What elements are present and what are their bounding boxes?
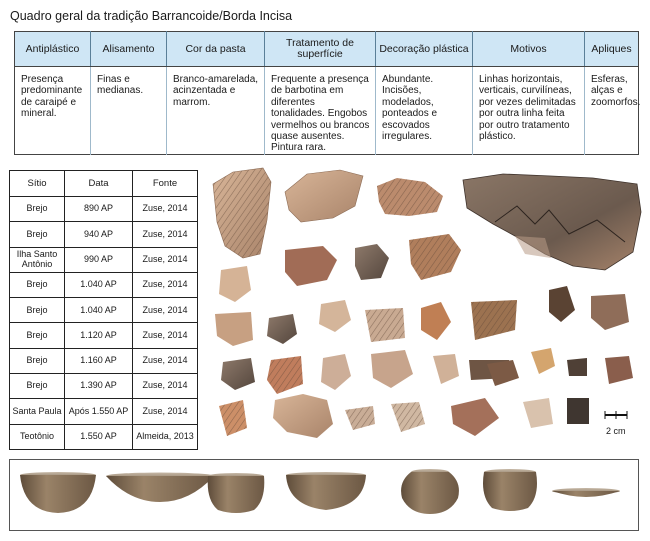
date-cell: 940 AP: [65, 222, 133, 247]
table-row: [10, 374, 198, 399]
sherd-29: [345, 406, 375, 430]
source-cell: Zuse, 2014: [133, 323, 198, 348]
source-cell: Zuse, 2014: [133, 222, 198, 247]
site-cell: Brejo: [10, 197, 65, 222]
value-tratamento: Frequente a presença de barbotina em diferentes tonalidades. Engobos vermelhos ou brancos quase ausentes. Pintura rara.: [265, 67, 376, 155]
sherd-2: [285, 170, 363, 222]
sherd-17: [221, 358, 255, 390]
header-antiplastico: Antiplástico: [15, 32, 91, 67]
scale-bar-label: 2 cm: [606, 426, 626, 436]
sherd-photos: [205, 162, 645, 447]
source-cell: Zuse, 2014: [133, 348, 198, 373]
vessel-5: [401, 469, 459, 514]
sherd-33: [567, 398, 589, 424]
vessel-6: [483, 469, 537, 511]
source-cell: Almeida, 2013: [133, 424, 198, 449]
sherd-15: [549, 286, 575, 322]
dates-table: [9, 170, 198, 450]
value-antiplastico: Presença predominante de caraipé e mineral.: [15, 67, 91, 155]
sherd-23: [487, 360, 519, 386]
sherd-32: [523, 398, 553, 428]
vessel-3: [208, 473, 265, 513]
characteristics-value-row: [15, 67, 639, 155]
sherd-16: [591, 294, 629, 330]
sherd-11: [319, 300, 351, 332]
header-apliques: Apliques: [585, 32, 639, 67]
sherd-24: [531, 348, 555, 374]
table-row: [10, 272, 198, 297]
site-cell: Brejo: [10, 298, 65, 323]
page-title: Quadro geral da tradição Barrancoide/Borda Incisa: [10, 9, 293, 23]
vessel-7: [552, 488, 620, 497]
header-data: Data: [65, 171, 133, 197]
table-row: [10, 399, 198, 424]
value-motivos: Linhas horizontais, verticais, curvilíneas, por vezes delimitadas por outra linha feita por outro tratamento plástico.: [473, 67, 585, 155]
sherd-18: [267, 356, 303, 394]
site-cell: Ilha Santo Antônio: [10, 247, 65, 272]
sherd-9: [215, 312, 253, 346]
characteristics-table: [14, 31, 639, 155]
source-cell: Zuse, 2014: [133, 298, 198, 323]
date-cell: 1.120 AP: [65, 323, 133, 348]
table-row: [10, 348, 198, 373]
sherd-20: [371, 350, 413, 388]
vessel-4: [286, 472, 366, 510]
date-cell: 1.160 AP: [65, 348, 133, 373]
header-decoracao: Decoração plástica: [376, 32, 473, 67]
value-cor-da-pasta: Branco-amarelada, acinzentada e marrom.: [167, 67, 265, 155]
source-cell: Zuse, 2014: [133, 374, 198, 399]
sherd-31: [451, 398, 499, 436]
sherd-21: [433, 354, 459, 384]
date-cell: 1.040 AP: [65, 298, 133, 323]
sherd-13: [421, 302, 451, 340]
vessel-forms-panel: [9, 459, 639, 531]
source-cell: Zuse, 2014: [133, 399, 198, 424]
site-cell: Brejo: [10, 348, 65, 373]
site-cell: Brejo: [10, 272, 65, 297]
sherd-26: [605, 356, 633, 384]
table-row: [10, 323, 198, 348]
sherd-27: [219, 400, 247, 436]
table-row: [10, 298, 198, 323]
date-cell: 1.550 AP: [65, 424, 133, 449]
scale-bar: [605, 411, 627, 419]
vessel-1: [20, 472, 96, 513]
table-row: [10, 247, 198, 272]
header-sitio: Sítio: [10, 171, 65, 197]
table-row: [10, 222, 198, 247]
sherd-6: [285, 246, 337, 286]
sherd-1: [213, 168, 271, 258]
date-cell: Após 1.550 AP: [65, 399, 133, 424]
date-cell: 1.390 AP: [65, 374, 133, 399]
site-cell: Santa Paula: [10, 399, 65, 424]
sherd-7: [355, 244, 389, 280]
header-fonte: Fonte: [133, 171, 198, 197]
header-cor-da-pasta: Cor da pasta: [167, 32, 265, 67]
sherd-3: [377, 178, 443, 216]
characteristics-header-row: [15, 32, 639, 67]
source-cell: Zuse, 2014: [133, 197, 198, 222]
table-row: [10, 197, 198, 222]
sherd-4-large: [463, 174, 641, 270]
value-apliques: Esferas, alças e zoomorfos.: [591, 74, 641, 108]
sherd-8: [409, 234, 461, 280]
sherd-photo-panel: [205, 162, 645, 447]
sherd-10: [267, 314, 297, 344]
sherd-14: [471, 300, 517, 340]
header-motivos: Motivos: [473, 32, 585, 67]
sherd-28: [273, 394, 333, 438]
dates-header-row: [10, 171, 198, 197]
site-cell: Teotônio: [10, 424, 65, 449]
date-cell: 1.040 AP: [65, 272, 133, 297]
date-cell: 890 AP: [65, 197, 133, 222]
source-cell: Zuse, 2014: [133, 247, 198, 272]
site-cell: Brejo: [10, 323, 65, 348]
vessel-forms: [10, 460, 638, 530]
vessel-2: [106, 473, 214, 503]
header-tratamento: Tratamento de superfície: [265, 32, 376, 67]
value-alisamento: Finas e medianas.: [91, 67, 167, 155]
sherd-12: [365, 308, 405, 342]
table-row: [10, 424, 198, 449]
site-cell: Brejo: [10, 374, 65, 399]
header-alisamento: Alisamento: [91, 32, 167, 67]
sherd-25: [567, 358, 587, 376]
sherd-19: [321, 354, 351, 390]
sherd-5: [219, 266, 251, 302]
site-cell: Brejo: [10, 222, 65, 247]
date-cell: 990 AP: [65, 247, 133, 272]
source-cell: Zuse, 2014: [133, 272, 198, 297]
value-decoracao: Abundante. Incisões, modelados, ponteados e escovados irregulares.: [376, 67, 473, 155]
sherd-30: [391, 402, 425, 432]
